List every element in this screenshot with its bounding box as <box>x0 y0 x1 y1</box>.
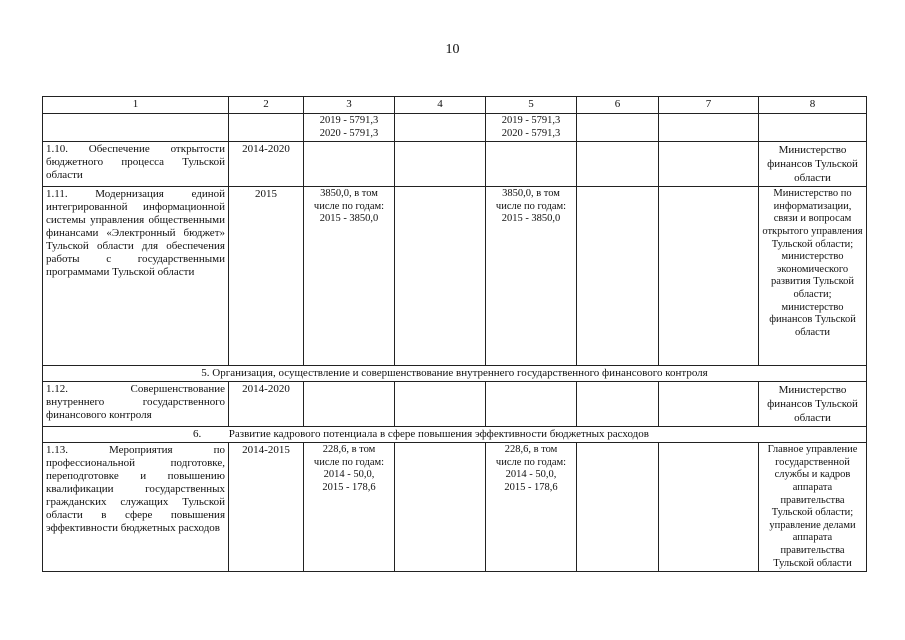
cell-empty <box>395 142 486 187</box>
cell-empty <box>659 187 759 366</box>
cell-empty <box>304 382 395 427</box>
cell-empty <box>486 382 577 427</box>
cell-regional-funding: 3850,0, в том числе по годам: 2015 - 3850,0 <box>486 187 577 366</box>
cell-empty <box>304 142 395 187</box>
header-cell: 8 <box>759 97 867 114</box>
cell-empty <box>659 114 759 142</box>
responsible-executor: Министерство финансов Тульской области <box>759 382 867 427</box>
cell-empty <box>577 443 659 572</box>
cell-empty <box>395 187 486 366</box>
cell-empty <box>43 114 229 142</box>
funding-line: 2015 - 178,6 <box>322 481 376 493</box>
funding-line: 2020 - 5791,3 <box>319 127 379 139</box>
measure-name: 1.11. Модернизация единой интегрированной информационной системы управления общественными финансами «Электронный бюджет» Тульской области для обеспечения работы с государственными программами Тульской области <box>43 187 229 366</box>
funding-line: числе по годам: <box>313 456 385 468</box>
funding-line: 2014 - 50,0, <box>505 469 557 481</box>
cell-empty <box>659 443 759 572</box>
measure-period: 2014-2015 <box>229 443 304 572</box>
cell-empty <box>659 142 759 187</box>
cell-empty <box>759 114 867 142</box>
cell-empty <box>395 443 486 572</box>
funding-line: 228,6, в том <box>504 444 558 456</box>
header-cell: 7 <box>659 97 759 114</box>
cell-empty <box>577 142 659 187</box>
table-row <box>43 382 867 427</box>
section-heading-row <box>43 366 867 382</box>
cell-empty <box>229 114 304 142</box>
section-heading-row <box>43 427 867 443</box>
section-number: 6. <box>193 428 202 441</box>
measure-name: 1.13. Мероприятия по профессиональной подготовке, переподготовке и повышению квалификации государственных гражданских служащих Тульской области в сфере повышения эффективности бюджетных расходов <box>43 443 229 572</box>
funding-line: 2020 - 5791,3 <box>501 127 561 139</box>
header-cell: 1 <box>43 97 229 114</box>
table-row <box>43 142 867 187</box>
header-cell: 6 <box>577 97 659 114</box>
header-cell: 3 <box>304 97 395 114</box>
cell-empty <box>577 382 659 427</box>
responsible-executor: Министерство финансов Тульской области <box>759 142 867 187</box>
cell-regional-funding <box>486 443 577 572</box>
section-title-text: Развитие кадрового потенциала в сфере повышения эффективности бюджетных расходов <box>228 428 649 441</box>
header-cell: 5 <box>486 97 577 114</box>
measure-period: 2015 <box>229 187 304 366</box>
cell-empty <box>659 382 759 427</box>
cell-regional-funding <box>486 114 577 142</box>
funding-line: 2015 - 178,6 <box>504 481 558 493</box>
funding-line: 2019 - 5791,3 <box>319 115 379 126</box>
program-measures-table <box>42 96 867 572</box>
cell-total-funding <box>304 114 395 142</box>
header-cell: 4 <box>395 97 486 114</box>
cell-empty <box>395 114 486 142</box>
cell-total-funding: 3850,0, в том числе по годам: 2015 - 3850,0 <box>304 187 395 366</box>
funding-line: 2019 - 5791,3 <box>501 115 561 126</box>
table-row <box>43 443 867 572</box>
section-5-title: 5. Организация, осуществление и совершенствование внутреннего государственного финансового контроля <box>43 366 867 382</box>
cell-empty <box>577 187 659 366</box>
cell-empty <box>486 142 577 187</box>
cell-total-funding <box>304 443 395 572</box>
funding-line: 2014 - 50,0, <box>323 469 375 481</box>
measure-period: 2014-2020 <box>229 142 304 187</box>
header-row <box>43 97 867 114</box>
measure-name: 1.12. Совершенствование внутреннего государственного финансового контроля <box>43 382 229 427</box>
header-cell: 2 <box>229 97 304 114</box>
continuation-row <box>43 114 867 142</box>
cell-empty <box>395 382 486 427</box>
section-6-title <box>43 427 867 443</box>
funding-line: числе по годам: <box>495 456 567 468</box>
cell-empty <box>577 114 659 142</box>
measure-name: 1.10. Обеспечение открытости бюджетного процесса Тульской области <box>43 142 229 187</box>
table-row <box>43 187 867 366</box>
responsible-executor: Главное управление государственной службы и кадров аппарата правительства Тульской области; управление делами аппарата правительства Тульской области <box>759 443 867 572</box>
measure-period: 2014-2020 <box>229 382 304 427</box>
page-number: 10 <box>445 42 460 57</box>
responsible-executor: Министерство по информатизации, связи и вопросам открытого управления Тульской области; министерство экономического развития Тульской области; министерство финансов Тульской области <box>759 187 867 366</box>
funding-line: 228,6, в том <box>322 444 376 456</box>
